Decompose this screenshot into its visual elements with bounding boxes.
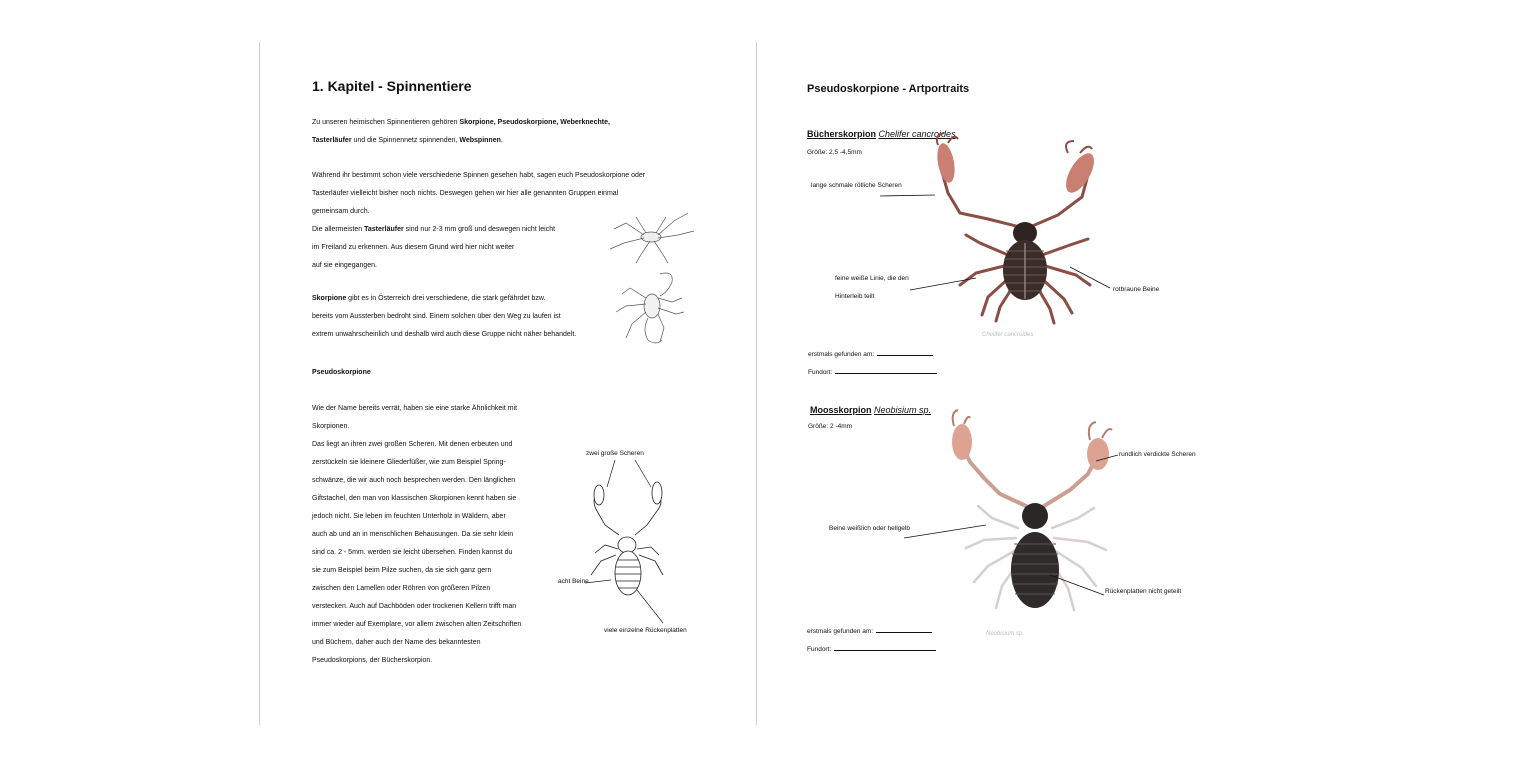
label-zwei-scheren: zwei große Scheren: [586, 450, 644, 457]
intro-paragraph: Zu unseren heimischen Spinnentieren gehören Skorpione, Pseudoskorpione, Weberknechte, Tasterläufer und die Spinnennetz spinnenden, Webspinnen.: [312, 119, 610, 144]
species1-first-found: erstmals gefunden am:: [808, 349, 933, 358]
chapter-title: 1. Kapitel - Spinnentiere: [312, 78, 472, 94]
label-verdickte-scheren: rundlich verdickte Scheren: [1119, 451, 1196, 458]
label-weisse-linie-2: Hinterleib teilt: [835, 293, 875, 300]
label-rueckenplatten: viele einzelne Rückenplatten: [604, 627, 687, 634]
species2-fundort: Fundort:: [807, 644, 936, 653]
species1-date-blank[interactable]: [877, 349, 933, 356]
artportraits-title: Pseudoskorpione - Artportraits: [807, 83, 970, 95]
species1-size: Größe: 2,5 -4,5mm: [807, 149, 862, 156]
species2-date-blank[interactable]: [876, 626, 932, 633]
pseudoskorpion-diagram: [585, 465, 695, 640]
left-page-edge: [259, 42, 260, 725]
species1-fundort-blank[interactable]: [835, 367, 937, 374]
species2-heading: Moosskorpion Neobisium sp.: [810, 405, 932, 415]
page-divider: [756, 42, 757, 725]
species1-heading: Bücherskorpion Chelifer cancroides: [807, 129, 956, 139]
species2-size: Größe: 2 -4mm: [808, 423, 853, 430]
species2-fundort-blank[interactable]: [834, 644, 936, 651]
species1-fundort: Fundort:: [808, 367, 937, 376]
groups-paragraph: Während ihr bestimmt schon viele verschiedene Spinnen gesehen habt, sagen euch Pseudoskorpione oder Tasterläufer vielleicht bisher noch nichts. Deswegen gehen wir hier alle genannten Gruppen einmal gemeinsam durch. Die allermeisten Tasterläufer sind nur 2-3 mm groß und deswegen nicht leicht im Freiland zu erkennen. Aus diesem Grund wird hier nicht weiter auf sie eingegangen.: [312, 172, 646, 269]
pseudoskorpione-paragraph: Wie der Name bereits verrät, haben sie eine starke Ähnlichkeit mit Skorpionen. Das liegt an ihren zwei großen Scheren. Mit denen erbeuten und zerstückeln sie kleinere Gliederfüßer, wie zum Beispiel Spring- schwänze, die wir auch noch besprechen werden. Den länglichen Giftstachel, den man von klassischen Skorpionen kennt haben sie jedoch nicht. Sie leben im feuchten Unterholz in Wäldern, aber auch ab und an in menschlichen Behausungen. Da sie sehr klein sind ca. 2 - 5mm. werden sie leicht übersehen. Finden kannst du sie zum Beispiel beim Pilze suchen, da sie sich ganz gern zwischen den Lamellen oder Röhren von größeren Pilzen verstecken. Auch auf Dachböden oder trockenen Kellern trifft man immer wieder auf Exemplare, vor allem zwischen alten Zeitschriften und Büchern, daher auch der Name des bekanntesten Pseudoskorpions, der Bücherskorpion.: [312, 405, 522, 664]
tasterlaeufer-sketch: [606, 205, 696, 265]
skorpione-paragraph: Skorpione gibt es in Österreich drei verschiedene, die stark gefährdet bzw. bereits vom Aussterben bedroht sind. Einem solchen über den Weg zu laufen ist extrem unwahrscheinlich und deshalb wird auch diese Gruppe nicht näher behandelt.: [312, 295, 577, 338]
label-rotbraune-beine: rotbraune Beine: [1113, 286, 1160, 293]
pseudoskorpione-heading: Pseudoskorpione: [312, 369, 371, 376]
skorpion-sketch: [612, 268, 687, 346]
label-rueckenplatten-nicht-geteilt: Rückenplatten nicht geteilt: [1105, 588, 1182, 595]
species2-leader-lines: [900, 455, 1120, 605]
label-lange-scheren: lange schmale rötliche Scheren: [811, 182, 902, 189]
label-weisse-linie-1: feine weiße Linie, die den: [835, 275, 909, 282]
label-beine-weisslich: Beine weißlich oder hellgelb: [829, 525, 910, 532]
moosskorpion-signature: Neobisium sp.: [986, 631, 1025, 637]
species2-first-found: erstmals gefunden am:: [807, 626, 932, 635]
label-acht-beine: acht Beine: [558, 578, 589, 585]
species1-leader-lines: [880, 190, 1180, 300]
buecherskorpion-signature: Chelifer cancroides: [982, 332, 1034, 338]
